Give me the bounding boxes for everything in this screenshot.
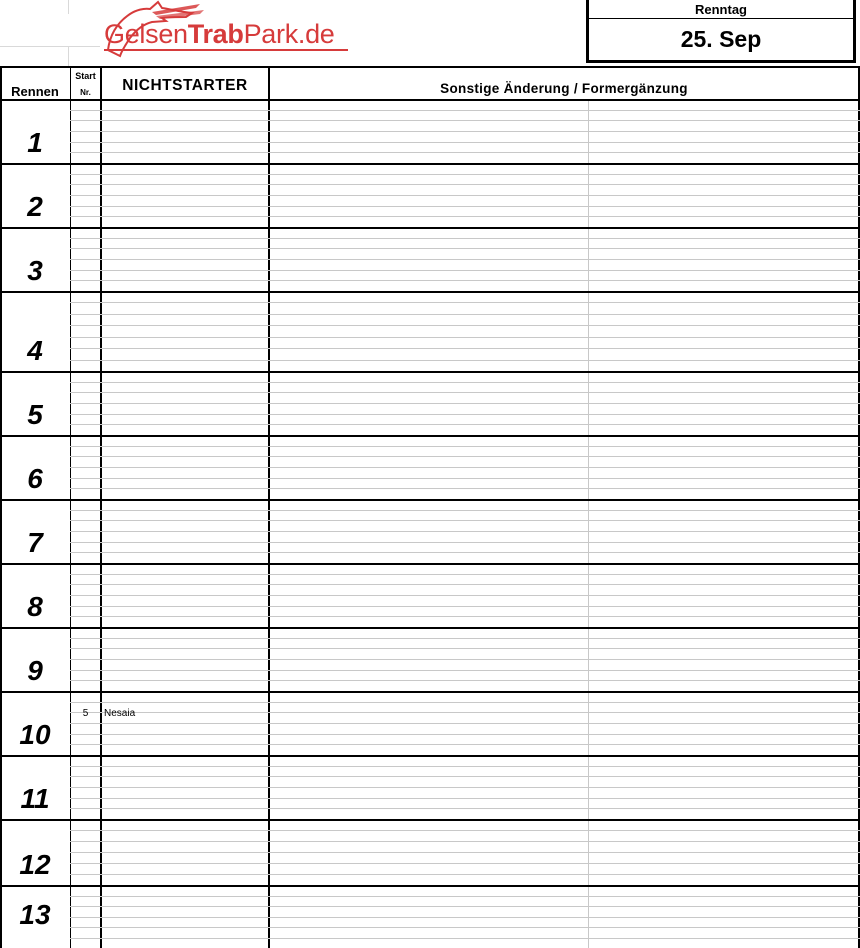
entry-line xyxy=(70,446,860,447)
entry-line xyxy=(70,142,860,143)
entry-line xyxy=(70,574,860,575)
entry-line xyxy=(70,616,860,617)
entry-line xyxy=(70,259,860,260)
column-line-start xyxy=(70,66,71,948)
renntag-box xyxy=(586,0,856,63)
entry-horse-name: Nesaia xyxy=(104,708,136,719)
entry-line xyxy=(70,110,860,111)
entry-line xyxy=(70,488,860,489)
race-row-border xyxy=(0,563,860,565)
renntag-divider xyxy=(589,18,853,19)
entry-line xyxy=(70,776,860,777)
entry-line xyxy=(70,787,860,788)
entry-line xyxy=(70,348,860,349)
entry-line xyxy=(70,841,860,842)
entry-line xyxy=(70,414,860,415)
entry-line xyxy=(70,120,860,121)
race-row-border xyxy=(0,885,860,887)
race-number: 7 xyxy=(27,527,43,558)
entry-line xyxy=(70,938,860,939)
entry-line xyxy=(70,195,860,196)
entry-line xyxy=(70,927,860,928)
entry-line xyxy=(70,206,860,207)
site-logo-text: GelsenTrabPark.de xyxy=(104,19,335,49)
entry-line xyxy=(70,906,860,907)
entry-line xyxy=(70,680,860,681)
race-number: 12 xyxy=(19,849,51,880)
grid-line xyxy=(0,46,100,47)
entry-line xyxy=(70,863,860,864)
race-number: 13 xyxy=(19,899,51,930)
header-start: Start xyxy=(75,71,96,81)
entry-line xyxy=(70,360,860,361)
entry-line xyxy=(70,280,860,281)
grid-line xyxy=(68,0,69,14)
race-number: 11 xyxy=(20,783,50,814)
race-row-border xyxy=(0,627,860,629)
entry-start-nr: 5 xyxy=(82,708,89,719)
entry-line xyxy=(70,723,860,724)
entry-line xyxy=(70,638,860,639)
entry-line xyxy=(70,917,860,918)
entry-line xyxy=(70,131,860,132)
header-nichtstarter: NICHTSTARTER xyxy=(122,77,248,94)
race-number: 9 xyxy=(27,655,43,686)
renntag-date: 25. Sep xyxy=(680,26,762,52)
race-row-border xyxy=(0,499,860,501)
entry-line xyxy=(70,542,860,543)
entry-line xyxy=(70,659,860,660)
entry-line xyxy=(70,766,860,767)
entry-line xyxy=(70,238,860,239)
entry-line xyxy=(70,595,860,596)
entry-line xyxy=(70,670,860,671)
race-row-border xyxy=(0,99,860,101)
race-number: 6 xyxy=(27,463,43,494)
entry-line xyxy=(70,584,860,585)
entry-line xyxy=(70,478,860,479)
entry-line xyxy=(70,520,860,521)
race-row-border xyxy=(0,163,860,165)
entry-line xyxy=(70,531,860,532)
renntag-label: Renntag xyxy=(695,2,747,17)
race-number: 2 xyxy=(27,191,43,222)
race-row-border xyxy=(0,291,860,293)
entry-line xyxy=(70,152,860,153)
entry-line xyxy=(70,392,860,393)
entry-line xyxy=(70,325,860,326)
entry-line xyxy=(70,510,860,511)
entry-line xyxy=(70,606,860,607)
entry-line xyxy=(70,808,860,809)
header-rennen: Rennen xyxy=(11,84,59,99)
entry-line xyxy=(70,248,860,249)
race-row-border xyxy=(0,435,860,437)
grid-line xyxy=(68,47,69,67)
race-number: 3 xyxy=(27,255,43,286)
entry-line xyxy=(70,302,860,303)
entry-line xyxy=(70,424,860,425)
entry-line xyxy=(70,702,860,703)
race-number: 5 xyxy=(27,399,43,430)
entry-line xyxy=(70,456,860,457)
entry-line xyxy=(70,216,860,217)
entry-line xyxy=(70,744,860,745)
race-row-border xyxy=(0,691,860,693)
entry-line xyxy=(70,184,860,185)
entry-line xyxy=(70,712,860,713)
entry-line xyxy=(70,852,860,853)
entry-line xyxy=(70,467,860,468)
entry-line xyxy=(70,174,860,175)
race-row-border xyxy=(0,227,860,229)
entry-line xyxy=(70,337,860,338)
race-row-border xyxy=(0,371,860,373)
logo-underline xyxy=(104,49,348,51)
column-line-nichtstarter xyxy=(268,66,270,948)
entry-line xyxy=(70,830,860,831)
entry-line xyxy=(70,648,860,649)
race-number: 1 xyxy=(27,127,43,158)
entry-line xyxy=(70,896,860,897)
entry-line xyxy=(70,734,860,735)
entry-line xyxy=(70,552,860,553)
entry-line xyxy=(70,270,860,271)
entry-line xyxy=(70,874,860,875)
race-row-border xyxy=(0,755,860,757)
entry-line xyxy=(70,314,860,315)
header-nr: Nr. xyxy=(80,88,91,97)
column-line-nr xyxy=(100,66,102,948)
header-sonstige-aenderung: Sonstige Änderung / Formergänzung xyxy=(440,81,688,96)
table-top-border xyxy=(0,66,860,68)
entry-line xyxy=(70,403,860,404)
race-number: 4 xyxy=(27,335,43,366)
race-row-border xyxy=(0,819,860,821)
entry-line xyxy=(70,798,860,799)
race-number: 8 xyxy=(27,591,43,622)
entry-line xyxy=(70,382,860,383)
race-number: 10 xyxy=(19,719,51,750)
